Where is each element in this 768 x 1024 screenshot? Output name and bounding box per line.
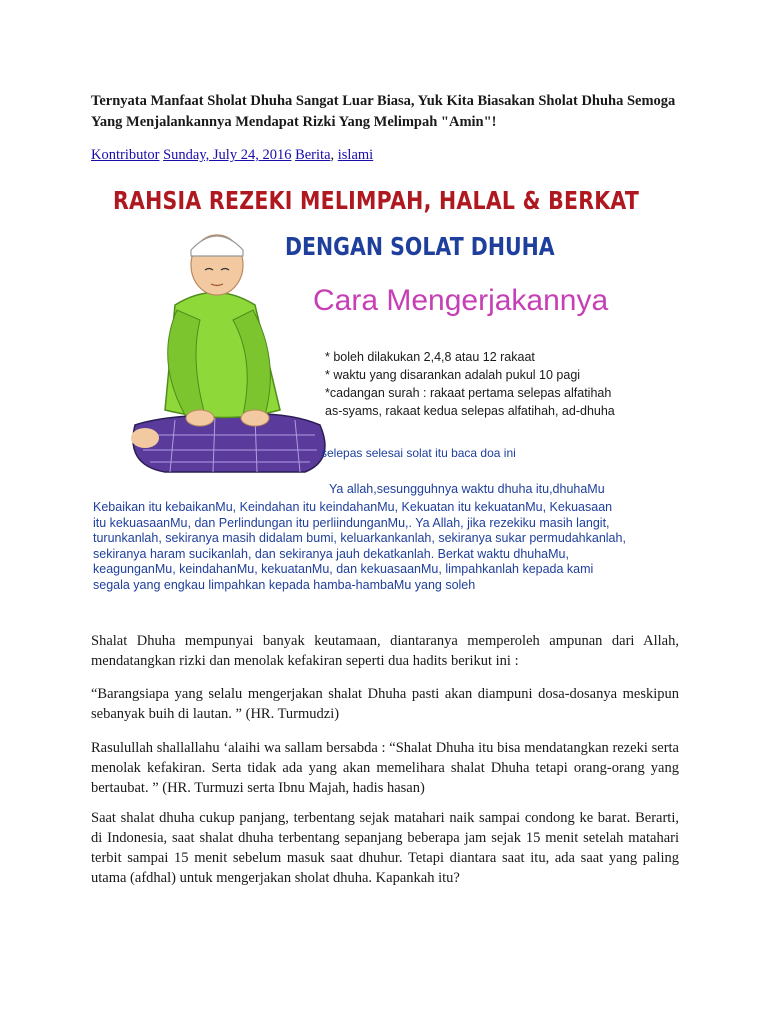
paragraph-hadith-ibnu-majah: Rasulullah shallallahu ‘alaihi wa sallam bersabda : “Shalat Dhuha itu bisa mendatangkan rezeki serta menolak kefakiran. Serta tidak ada yang akan memelihara shalat Dhuha tetapi orang-orang yang bertaubat. ” (HR. Turmuzi serta Ibnu Majah, hadis hasan) xyxy=(91,740,679,796)
banner-headline-3: Cara Mengerjakannya xyxy=(313,284,609,317)
banner-doa-line: keagunganMu, keindahanMu, kekuatanMu, dan kekuasaanMu, limpahkanlah kepada kami xyxy=(93,562,594,577)
article-banner-image xyxy=(93,180,688,606)
paragraph-keutamaan: Shalat Dhuha mempunyai banyak keutamaan, diantaranya memperoleh ampunan dari Allah, mendatangkan rizki dan menolak kefakiran seperti dua hadits berikut ini : xyxy=(91,633,679,669)
banner-doa-line: sekiranya haram sucikanlah, dan sekiranya jauh dekatkanlah. Berkat waktu dhuhaMu, xyxy=(93,546,569,561)
banner-doa-heading: Ya allah,sesungguhnya waktu dhuha itu,dhuhaMu xyxy=(329,482,605,496)
banner-after-text: selepas selesai solat itu baca doa ini xyxy=(321,446,516,460)
author-link[interactable]: Kontributor xyxy=(91,147,160,163)
date-link[interactable]: Sunday, July 24, 2016 xyxy=(163,147,292,163)
category-link-berita[interactable]: Berita xyxy=(295,147,331,163)
banner-doa-line: itu kekuasaanMu, dan Perlindungan itu perliindunganMu,. Ya Allah, jika rezekiku masih langit, xyxy=(93,515,610,530)
banner-bullet-list xyxy=(325,348,615,420)
banner-doa-line: segala yang engkau limpahkan kepada hamba-hambaMu yang soleh xyxy=(93,577,476,592)
paragraph-hadith-turmudzi: “Barangsiapa yang selalu mengerjakan shalat Dhuha pasti akan diampuni dosa-dosanya meskipun sebanyak buih di lautan. ” (HR. Turmudzi) xyxy=(91,686,679,722)
paragraph-waktu-dhuha: Saat shalat dhuha cukup panjang, terbentang sejak matahari naik sampai condong ke barat. Berarti, di Indonesia, saat shalat dhuha terbentang sepanjang beberapa jam sejak 15 menit setelah matahari terbit sampai 15 menit sebelum masuk saat dhuhur. Tetapi diantara saat itu, ada saat yang paling utama (afdhal) untuk mengerjakan sholat dhuha. Kapankah itu? xyxy=(91,810,679,886)
banner-doa-line: Kebaikan itu kebaikanMu, Keindahan itu keindahanMu, Kekuatan itu kekuatanMu, Kekuasaan xyxy=(93,500,613,514)
banner-bullet: * boleh dilakukan 2,4,8 atau 12 rakaat xyxy=(325,350,535,364)
banner-headline-1: RAHSIA REZEKI MELIMPAH, HALAL & BERKAT xyxy=(113,186,640,215)
article-meta xyxy=(91,147,373,164)
article-title: Ternyata Manfaat Sholat Dhuha Sangat Luar Biasa, Yuk Kita Biasakan Sholat Dhuha Semoga Yang Menjalankannya Mendapat Rizki Yang Melimpah "Amin"! xyxy=(91,93,676,130)
category-link-islami[interactable]: islami xyxy=(337,147,374,163)
banner-bullet: * waktu yang disarankan adalah pukul 10 pagi xyxy=(325,368,581,382)
banner-doa-line: turunkanlah, sekiranya masih didalam bumi, keluarkankanlah, sekiranya sukar permudahkanlah, xyxy=(93,531,626,546)
banner-headline-2: DENGAN SOLAT DHUHA xyxy=(285,232,555,261)
banner-bullet: as-syams, rakaat kedua selepas alfatihah, ad-dhuha xyxy=(325,404,615,418)
banner-doa-text xyxy=(93,500,688,594)
category-separator: , xyxy=(330,147,335,163)
banner-bullet: *cadangan surah : rakaat pertama selepas alfatihah xyxy=(325,386,612,400)
